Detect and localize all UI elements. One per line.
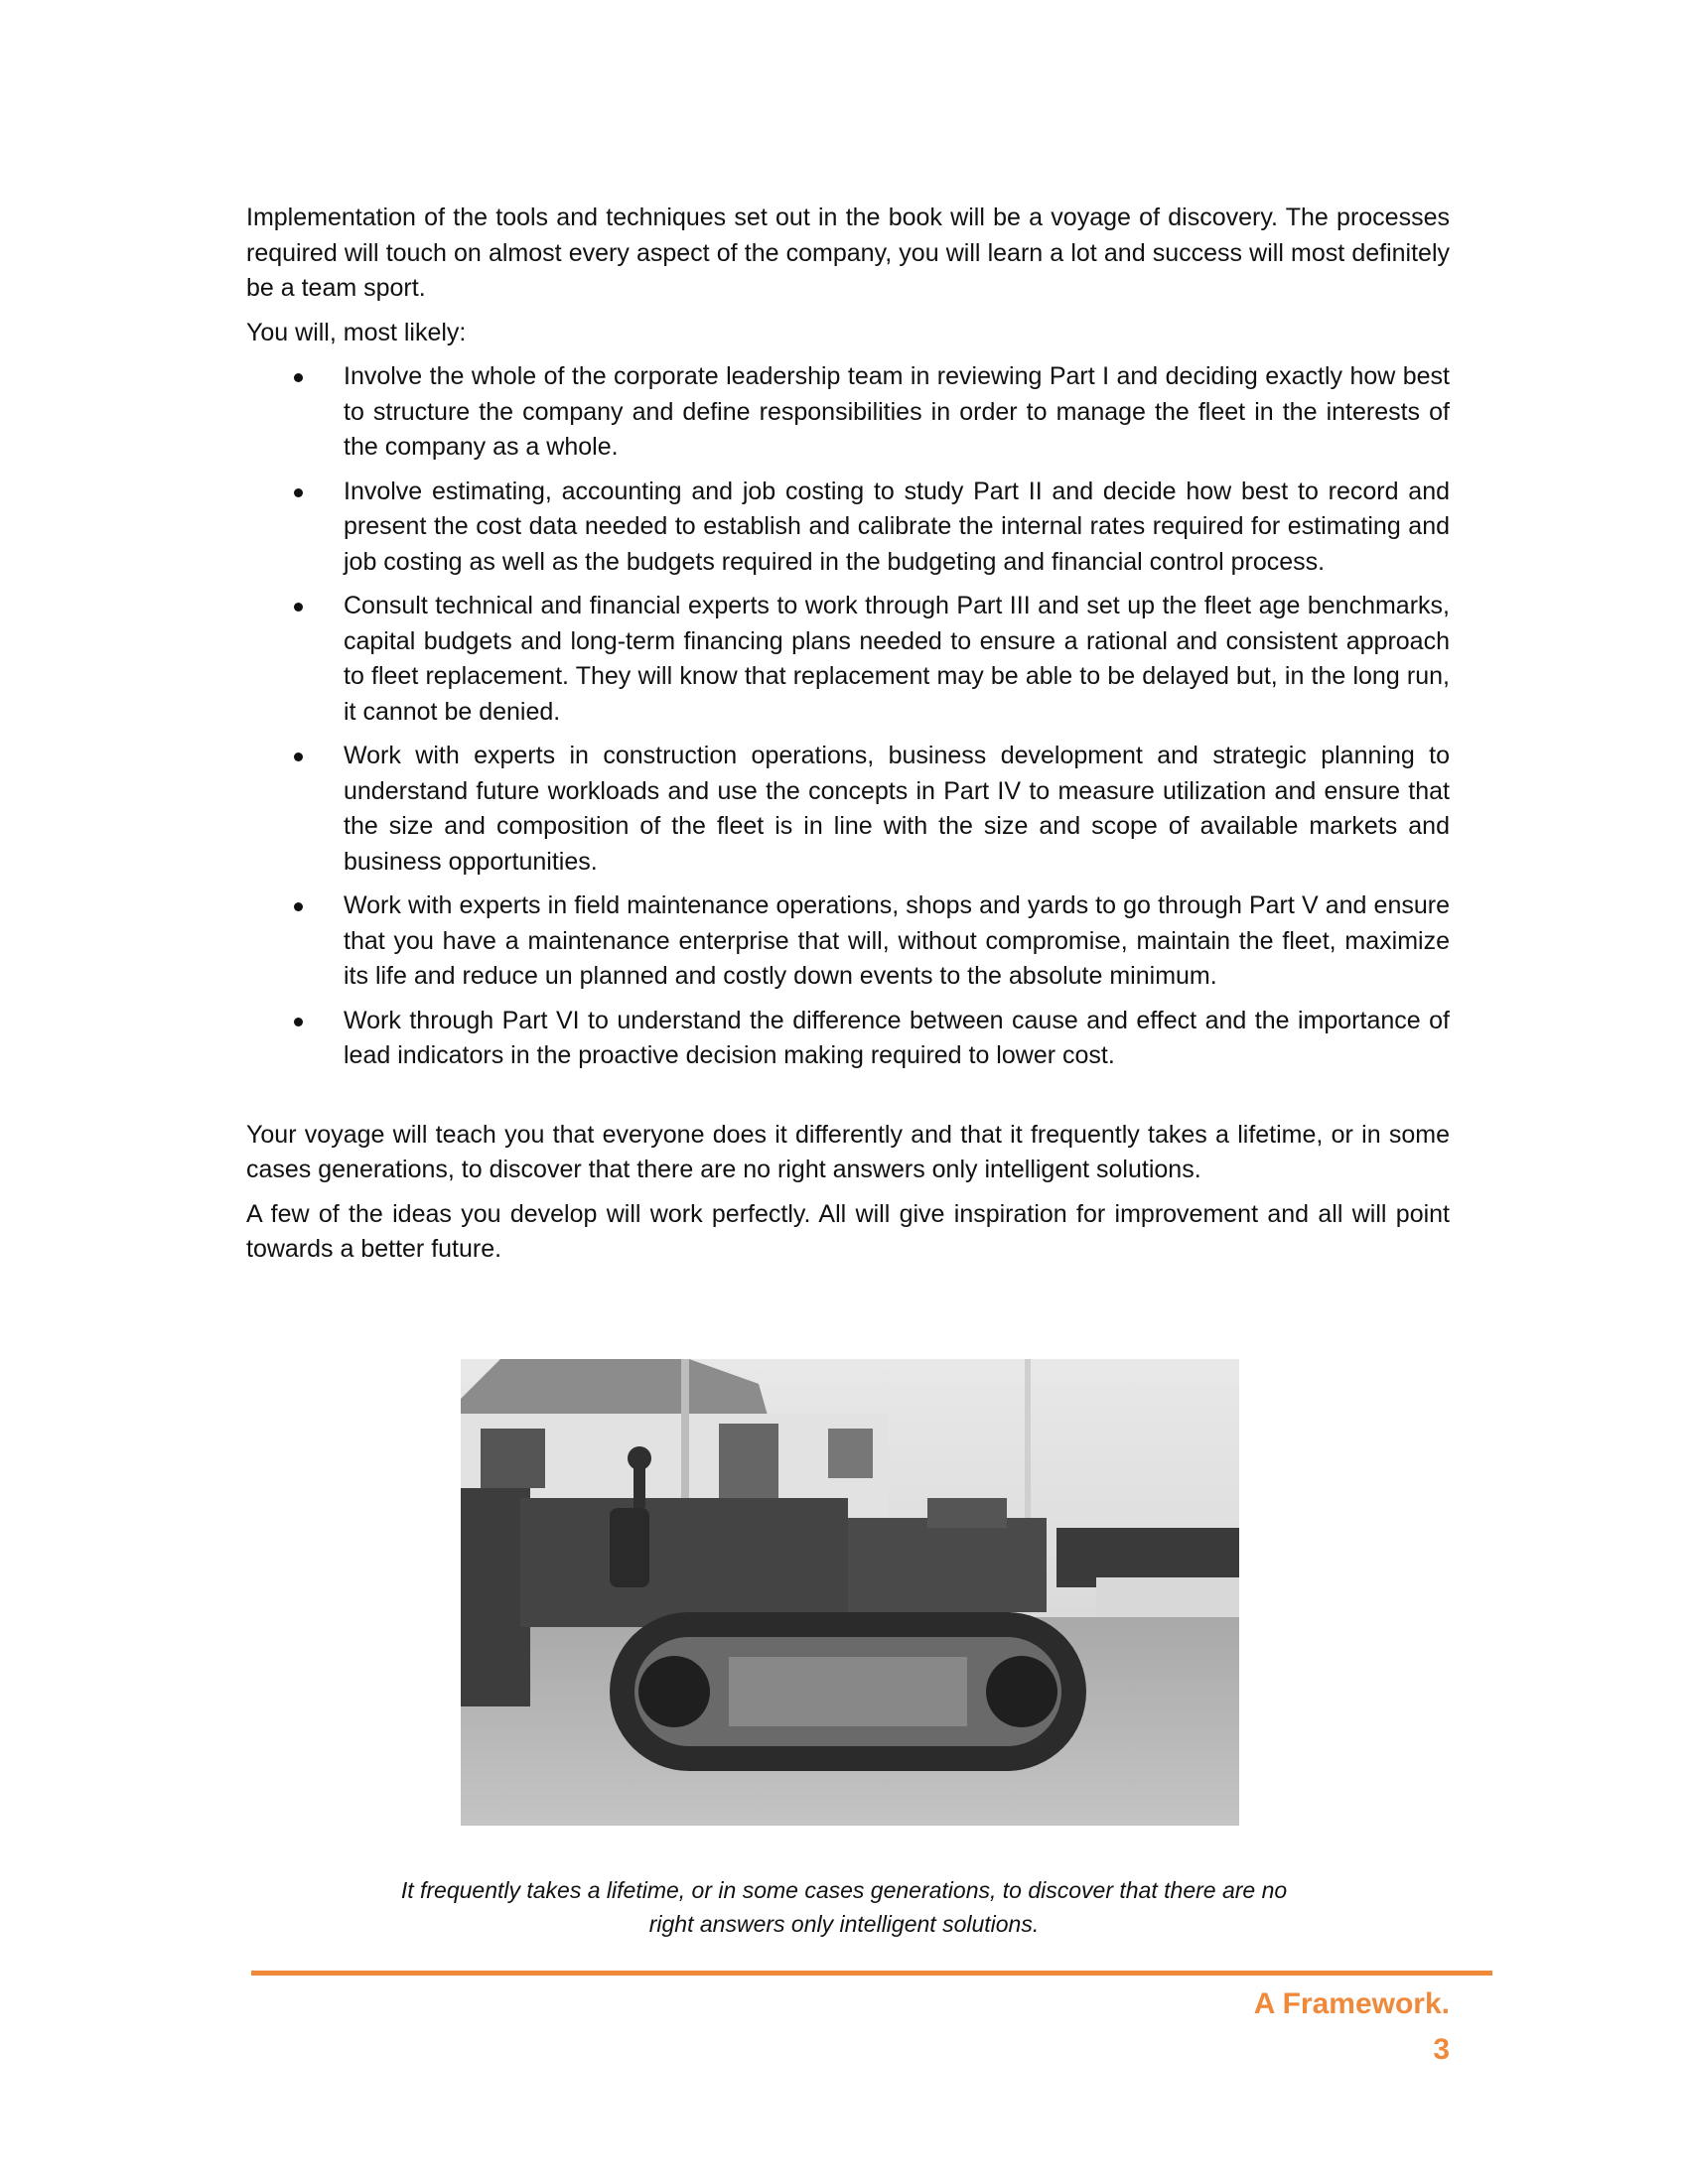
- intro-paragraph: Implementation of the tools and techniques set out in the book will be a voyage of discovery. The processes required will touch on almost every aspect of the company, you will learn a lot and success will most definitely be a team sport.: [246, 204, 1450, 302]
- footer-title: A Framework.: [1253, 1987, 1450, 2020]
- list-item-text: Work through Part VI to understand the difference between cause and effect and the importance of lead indicators in the proactive decision making required to lower cost.: [344, 1006, 1450, 1069]
- bullet-icon: [294, 902, 303, 911]
- bullet-icon: [294, 1018, 303, 1026]
- ideas-paragraph: A few of the ideas you develop will work perfectly. All will give inspiration for improvement and all will point towards a better future.: [246, 1199, 1450, 1263]
- list-item: [344, 589, 1450, 730]
- page-number: 3: [1433, 2033, 1450, 2066]
- lead-paragraph: You will, most likely:: [246, 318, 467, 346]
- list-item: [344, 888, 1450, 995]
- list-item: [344, 475, 1450, 581]
- bullet-icon: [294, 373, 303, 382]
- figure-caption: It frequently takes a lifetime, or in some cases generations, to discover that there are no right answers only intelligent solutions.: [400, 1877, 1288, 1937]
- list-item: [344, 1004, 1450, 1074]
- bullet-icon: [294, 488, 303, 497]
- footer-rule: [251, 1971, 1492, 1976]
- voyage-paragraph: Your voyage will teach you that everyone does it differently and that it frequently takes a lifetime, or in some cases generations, to discover that there are no right answers only intelligent solutions.: [246, 1120, 1450, 1183]
- list-item: [344, 359, 1450, 466]
- bullet-icon: [294, 752, 303, 761]
- list-item-text: Work with experts in construction operations, business development and strategic planning to understand future workloads and use the concepts in Part IV to measure utilization and ensure that the size and composition of the fleet is in line with the size and scope of available markets and business opportunities.: [344, 742, 1450, 876]
- list-item-text: Involve the whole of the corporate leadership team in reviewing Part I and deciding exactly how best to structure the company and define responsibilities in order to manage the fleet in the interests of the company as a whole.: [344, 362, 1450, 461]
- bullet-list: [246, 359, 1450, 1074]
- list-item-text: Involve estimating, accounting and job costing to study Part II and decide how best to record and present the cost data needed to establish and calibrate the internal rates required for estimating and job costing as well as the budgets required in the budgeting and financial control process.: [344, 477, 1450, 576]
- list-item-text: Consult technical and financial experts to work through Part III and set up the fleet age benchmarks, capital budgets and long-term financing plans needed to ensure a rational and consistent approach to fleet replacement. They will know that replacement may be able to be delayed but, in the long run, it cannot be denied.: [344, 592, 1450, 726]
- bullet-icon: [294, 603, 303, 612]
- list-item: [344, 739, 1450, 880]
- body-text: [246, 201, 1450, 1277]
- bulldozer-photo: [461, 1359, 1239, 1826]
- list-item-text: Work with experts in field maintenance operations, shops and yards to go through Part V and ensure that you have a maintenance enterprise that will, without compromise, maintain the fleet, maximize its life and reduce un planned and costly down events to the absolute minimum.: [344, 891, 1450, 990]
